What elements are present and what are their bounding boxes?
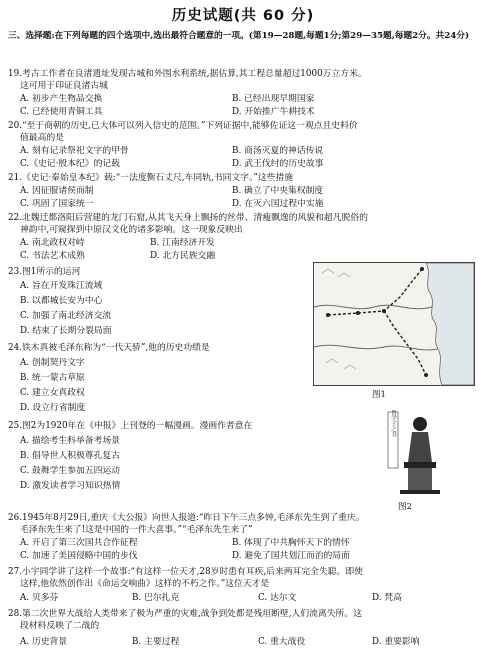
option[interactable]: B. 体现了中共胸怀天下的情怀: [232, 538, 350, 548]
question-22-line2: 神韵中,可窥探到中原汉文化的诸多影响。这一现象反映出: [20, 225, 243, 235]
option[interactable]: C. 达尔文: [258, 593, 297, 603]
option[interactable]: D. 结束了长期分裂局面: [20, 326, 112, 336]
figure-2-cartoon: [386, 410, 450, 498]
question-25: 25.图2为1920年在《申报》上刊登的一幅漫画。漫画作者意在: [8, 421, 253, 431]
option[interactable]: D. 北方民族交融: [150, 251, 216, 261]
cartoon-graphic: [386, 410, 450, 498]
question-24: 24.铁木真被毛泽东称为“一代天骄”,他的历史功绩是: [8, 343, 210, 353]
figure-2-caption: 图2: [398, 502, 412, 512]
canal-map-graphic: [314, 263, 474, 385]
question-27-line2: 这样,他依然创作出《命运交响曲》这样的不朽之作。”这位天才是: [20, 579, 270, 589]
section-instructions: 三、选择题:在下列每题的四个选项中,选出最符合题意的一项。(第19—28题,每题1分;第29—35题,每题2分。共24分): [8, 31, 470, 41]
question-23: 23.图1所示的运河: [8, 267, 81, 277]
option[interactable]: A. 南北政权对峙: [20, 238, 85, 248]
cartoon-caption: 天下皆学子之书: [390, 410, 396, 438]
option[interactable]: B. 统一蒙古草原: [20, 373, 85, 383]
option[interactable]: C. 加速了美国侵略中国的步伐: [20, 551, 138, 561]
question-19: 19.考古工作者在良渚遗址发现古城和外围水利系统,据估算,其工程总量超过1000万立方米。: [8, 69, 367, 79]
page-title: 历史试题(共 60 分): [171, 8, 315, 24]
option[interactable]: D. 设立行省制度: [20, 403, 86, 413]
option[interactable]: D. 梵高: [372, 593, 402, 603]
option[interactable]: A. 描绘考生科举备考场景: [20, 436, 120, 446]
question-26: 26.1945年8月29日,重庆《大公报》向世人报道:“昨日下午三点多钟,毛泽东先生到了重庆。: [8, 513, 365, 523]
option[interactable]: B. 已经出现早期国家: [232, 94, 315, 104]
option[interactable]: D. 重要影响: [372, 637, 420, 647]
question-21: 21.《史记·秦始皇本纪》载:“一法度衡石丈尺,车同轨,书同文字。”这些措施: [8, 173, 294, 183]
option[interactable]: C.《史记·殷本纪》的记载: [20, 159, 120, 169]
figure-1-map: [313, 262, 475, 386]
option[interactable]: B. 倡导世人积极尊孔复古: [20, 451, 121, 461]
question-26-line2: 毛泽东先生来了!这是中国的一件大喜事。”“毛泽东先生来了”: [20, 525, 253, 535]
option[interactable]: C. 鼓舞学生参加五四运动: [20, 466, 120, 476]
question-20: 20.“至于商朝的历史,已大体可以列入信史的范围。”下列证据中,能够佐证这一观点且史料价: [8, 121, 358, 131]
option[interactable]: B. 以都城长安为中心: [20, 296, 103, 306]
question-20-line2: 值最高的是: [20, 133, 64, 143]
option[interactable]: C. 书法艺术成熟: [20, 251, 85, 261]
option[interactable]: B. 江南经济开发: [150, 238, 215, 248]
option[interactable]: D. 武王伐纣的历史故事: [232, 159, 324, 169]
option[interactable]: A. 创制契丹文字: [20, 358, 85, 368]
option[interactable]: C. 已经使用青铜工具: [20, 107, 103, 117]
option[interactable]: A. 历史背景: [20, 637, 68, 647]
option[interactable]: B. 巴尔扎克: [132, 593, 180, 603]
option[interactable]: C. 巩固了国家统一: [20, 199, 94, 209]
option[interactable]: D. 开始推广牛耕技术: [232, 107, 315, 117]
option[interactable]: B. 商汤灭夏的神话传说: [232, 146, 324, 156]
question-27: 27.小宇同学讲了这样一个故事:“有这样一位天才,28岁时患有耳疾,后来两耳完全失聪。即使: [8, 567, 363, 577]
option[interactable]: D. 在灭六国过程中实施: [232, 199, 324, 209]
option[interactable]: C. 加强了南北经济交流: [20, 311, 112, 321]
option[interactable]: C. 重大战役: [258, 637, 306, 647]
option[interactable]: A. 旨在开发珠江流域: [20, 281, 103, 291]
option[interactable]: D. 避免了国共划江而治的局面: [232, 551, 350, 561]
option[interactable]: D. 激发读者学习知识热情: [20, 481, 121, 491]
option[interactable]: B. 确立了中央集权制度: [232, 186, 324, 196]
question-28: 28.第二次世界大战给人类带来了极为严重的灾难,战争到处都是残垣断壁,人们流离失所。这: [8, 609, 362, 619]
question-19-line2: 这可用于印证良渚古城: [20, 81, 108, 91]
figure-1-caption: 图1: [372, 390, 386, 400]
option[interactable]: A. 贝多芬: [20, 593, 59, 603]
option[interactable]: B. 主要过程: [132, 637, 180, 647]
question-28-line2: 段材料反映了二战的: [20, 621, 100, 631]
option[interactable]: C. 建立女真政权: [20, 388, 85, 398]
option[interactable]: A. 开启了第三次国共合作征程: [20, 538, 138, 548]
question-22: 22.北魏迁都洛阳后营建的龙门石窟,从其飞天身上飘扬的丝带、清瘦飘逸的风貌和超凡脱俗的: [8, 213, 368, 223]
option[interactable]: A. 刻有记录祭祀文字的甲骨: [20, 146, 129, 156]
option[interactable]: A. 因征服诸侯而制: [20, 186, 94, 196]
option[interactable]: A. 初步产生物品交换: [20, 94, 103, 104]
